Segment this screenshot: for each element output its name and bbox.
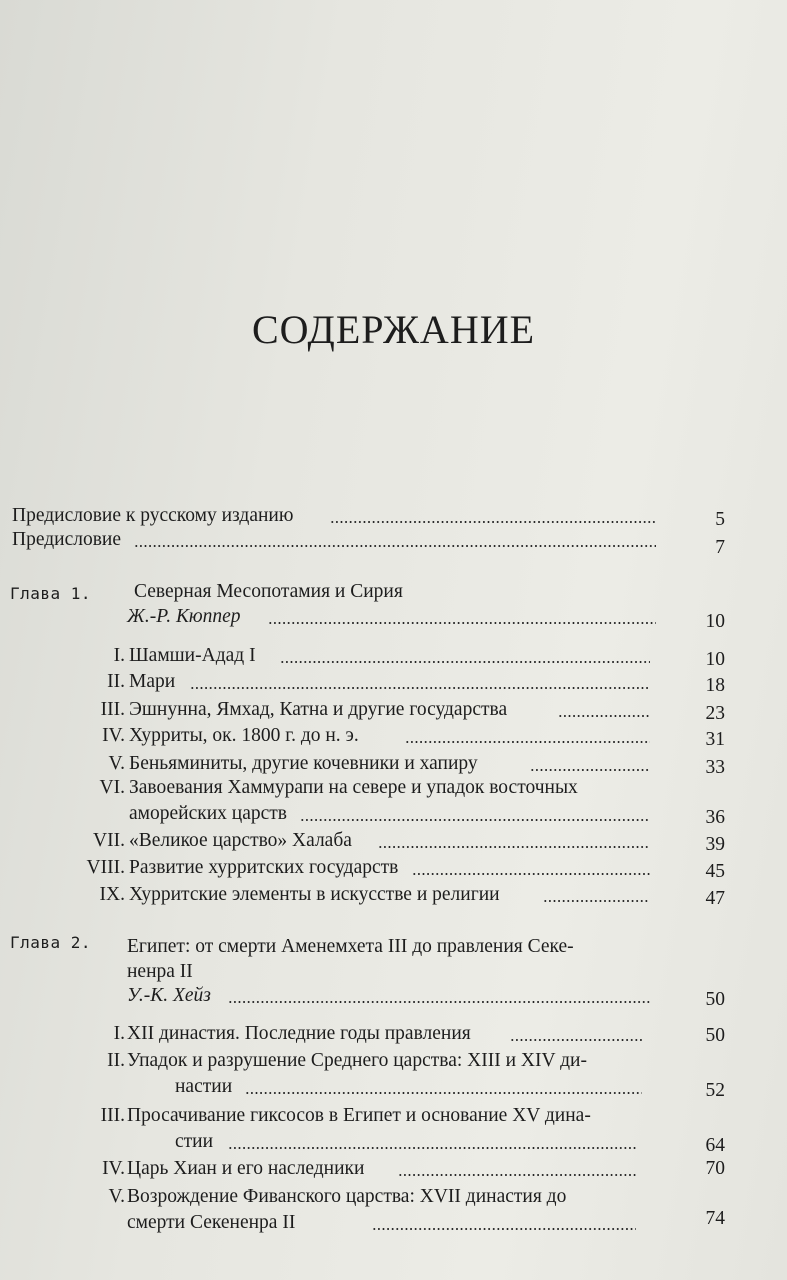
- chapter-title: Египет: от смерти Аменемхета III до правления Секе-: [127, 936, 574, 957]
- dot-leader: [134, 545, 656, 547]
- section-title: Развитие хурритских государств: [129, 857, 399, 878]
- dot-leader: [228, 1001, 650, 1003]
- section-title: Шамши-Адад I: [129, 645, 256, 666]
- page-number: 10: [705, 649, 725, 670]
- section-title-continued: настии: [175, 1076, 233, 1097]
- section-title: Хурриты, ок. 1800 г. до н. э.: [129, 725, 359, 746]
- section-number: III.: [100, 1105, 125, 1126]
- dot-leader: [405, 741, 650, 743]
- page-number: 33: [705, 757, 725, 778]
- section-title-continued: смерти Секененра II: [127, 1212, 296, 1233]
- section-title: Царь Хиан и его наследники: [127, 1158, 365, 1179]
- dot-leader: [510, 1039, 644, 1041]
- page-number: 39: [705, 834, 725, 855]
- section-title: XII династия. Последние годы правления: [127, 1023, 471, 1044]
- section-number: VI.: [99, 777, 125, 798]
- section-title: Завоевания Хаммурапи на севере и упадок восточных: [129, 777, 578, 798]
- dot-leader: [228, 1147, 638, 1149]
- chapter-label: Глава 1.: [10, 584, 92, 603]
- section-number: IV.: [102, 1158, 125, 1179]
- page-number: 45: [705, 861, 725, 882]
- section-title: Хурритские элементы в искусстве и религии: [129, 884, 500, 905]
- chapter-title-continued: ненра II: [127, 961, 193, 982]
- chapter-author: У.-К. Хейз: [127, 985, 211, 1006]
- page-number: 18: [705, 675, 725, 696]
- page-number: 52: [705, 1080, 725, 1101]
- section-number: V.: [108, 753, 125, 774]
- chapter-title: Северная Месопотамия и Сирия: [134, 581, 403, 602]
- dot-leader: [268, 622, 656, 624]
- section-title: Просачивание гиксосов в Египет и основание XV дина-: [127, 1105, 591, 1126]
- section-number: I.: [113, 645, 125, 666]
- section-number: IX.: [99, 884, 125, 905]
- page-number: 23: [705, 703, 725, 724]
- entry-label: Предисловие к русскому изданию: [12, 505, 294, 526]
- page-number: 64: [705, 1135, 725, 1156]
- section-number: VIII.: [86, 857, 125, 878]
- section-title: Возрождение Фиванского царства: XVII династия до: [127, 1186, 567, 1207]
- page-number: 5: [715, 509, 725, 530]
- section-number: IV.: [102, 725, 125, 746]
- section-number: I.: [113, 1023, 125, 1044]
- section-number: III.: [100, 699, 125, 720]
- page-number: 70: [705, 1158, 725, 1179]
- page-number: 10: [705, 611, 725, 632]
- dot-leader: [412, 873, 650, 875]
- dot-leader: [543, 900, 650, 902]
- section-title: Упадок и разрушение Среднего царства: XIII и XIV ди-: [127, 1050, 587, 1071]
- section-title-continued: стии: [175, 1131, 214, 1152]
- page-number: 50: [705, 1025, 725, 1046]
- dot-leader: [190, 687, 650, 689]
- section-number: VII.: [93, 830, 125, 851]
- page-number: 31: [705, 729, 725, 750]
- section-title-continued: аморейских царств: [129, 803, 287, 824]
- chapter-label: Глава 2.: [10, 933, 92, 952]
- dot-leader: [558, 715, 650, 717]
- dot-leader: [330, 521, 656, 523]
- section-title: Мари: [129, 671, 176, 692]
- section-title: Эшнунна, Ямхад, Катна и другие государства: [129, 699, 508, 720]
- page-number: 50: [705, 989, 725, 1010]
- section-title: «Великое царство» Халаба: [129, 830, 352, 851]
- dot-leader: [398, 1174, 636, 1176]
- entry-label: Предисловие: [12, 529, 122, 550]
- section-title: Беньяминиты, другие кочевники и хапиру: [129, 753, 478, 774]
- page-number: 36: [705, 807, 725, 828]
- page-number: 7: [715, 537, 725, 558]
- page-title: СОДЕРЖАНИЕ: [251, 307, 536, 352]
- dot-leader: [372, 1228, 636, 1230]
- dot-leader: [245, 1092, 642, 1094]
- dot-leader: [530, 769, 650, 771]
- dot-leader: [378, 846, 650, 848]
- section-number: II.: [107, 671, 125, 692]
- page-number: 47: [705, 888, 725, 909]
- section-number: II.: [107, 1050, 125, 1071]
- page-number: 74: [705, 1208, 725, 1229]
- section-number: V.: [108, 1186, 125, 1207]
- chapter-author: Ж.-Р. Кюппер: [127, 606, 241, 627]
- dot-leader: [300, 819, 650, 821]
- dot-leader: [280, 661, 650, 663]
